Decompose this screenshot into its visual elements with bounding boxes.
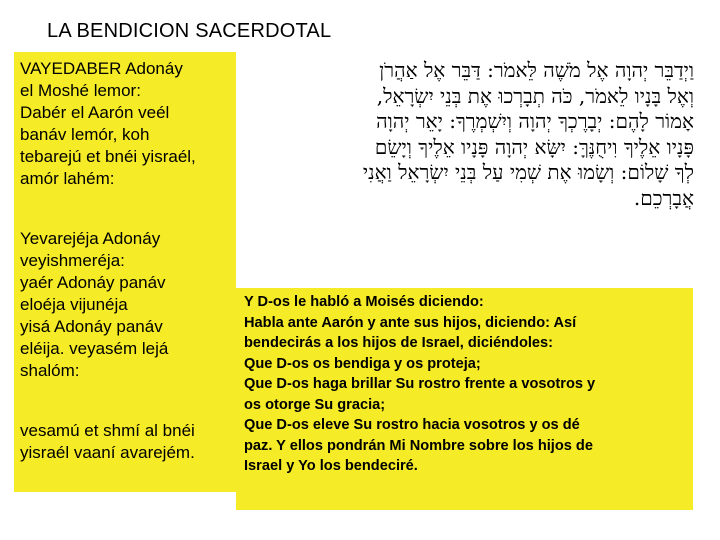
hebrew-line: אֲבָרְכֵם. — [633, 185, 694, 210]
hebrew-line: וַיְדַבֵּר יְהוָה אֶל מֹשֶׁה לֵּאמֹר: דַּבֵּר אֶל אַהֲרֹן — [379, 58, 694, 82]
hebrew-line: לְךָ שָׁלוֹם: וְשָׂמוּ אֶת שְׁמִי עַל בְּנֵי יִשְׂרָאֵל וַאֲנִי — [362, 160, 694, 184]
translation-line: Que D-os eleve Su rostro hacia vosotros y os dé — [244, 417, 580, 433]
translit-line: VAYEDABER Adonáy — [20, 59, 183, 78]
hebrew-line: אָמוֹר לָהֶם: יְבָרֶכְךָ יְהוָה וְיִשְׁמְרֶךָ: יָאֵר יְהוָה — [376, 109, 694, 133]
translation-line: os otorge Su gracia; — [244, 396, 386, 413]
translation-line: bendecirás a los hijos de Israel, diciéndoles: — [244, 335, 554, 351]
translit-line: Dabér el Aarón veél — [20, 103, 170, 122]
hebrew-line: פָּנָיו אֵלֶיךָ וִיחֻנֶּךָּ: יִשָּׂא יְהוָה פָּנָיו אֵלֶיךָ וְיָשֵׂם — [374, 134, 694, 159]
translation-line: Que D-os os bendiga y os proteja; — [244, 355, 481, 372]
translation-line: paz. Y ellos pondrán Mi Nombre sobre los hijos de — [244, 437, 593, 454]
transliteration-block-closing — [20, 420, 195, 464]
hebrew-text — [238, 58, 694, 211]
translation-line: Y D-os le habló a Moisés diciendo: — [244, 294, 484, 310]
translit-line: tebarejú et bnéi yisraél, — [20, 147, 196, 166]
translit-line: Yevarejéja Adonáy — [20, 229, 161, 248]
translit-line: vesamú et shmí al bnéi — [20, 421, 195, 440]
translit-line: yaér Adonáy panáv — [20, 273, 166, 292]
translit-line: yisraél vaaní avarejém. — [20, 443, 195, 462]
transliteration-block-blessing — [20, 228, 168, 382]
page-title: LA BENDICION SACERDOTAL — [47, 20, 332, 42]
translit-line: el Moshé lemor: — [20, 81, 141, 100]
translation-line: Israel y Yo los bendeciré. — [244, 458, 418, 474]
translation-line: Habla ante Aarón y ante sus hijos, diciendo: Así — [244, 314, 577, 331]
translit-line: eléija. veyasém lejá — [20, 339, 169, 358]
hebrew-line: וְאֶל בָּנָיו לֵאמֹר, כֹּה תְבָרְכוּ אֶת בְּנֵי יִשְׂרָאֵל, — [376, 83, 694, 108]
translit-line: banáv lemór, koh — [20, 125, 150, 144]
translit-line: veyishmeréja: — [20, 251, 125, 270]
translit-line: yisá Adonáy panáv — [20, 317, 163, 336]
translation-line: Que D-os haga brillar Su rostro frente a vosotros y — [244, 376, 596, 392]
translit-line: amór lahém: — [20, 169, 115, 188]
transliteration-block-intro — [20, 58, 196, 190]
spanish-translation — [244, 292, 595, 477]
translit-line: shalóm: — [20, 361, 80, 380]
translit-line: eloéja vijunéja — [20, 295, 128, 314]
